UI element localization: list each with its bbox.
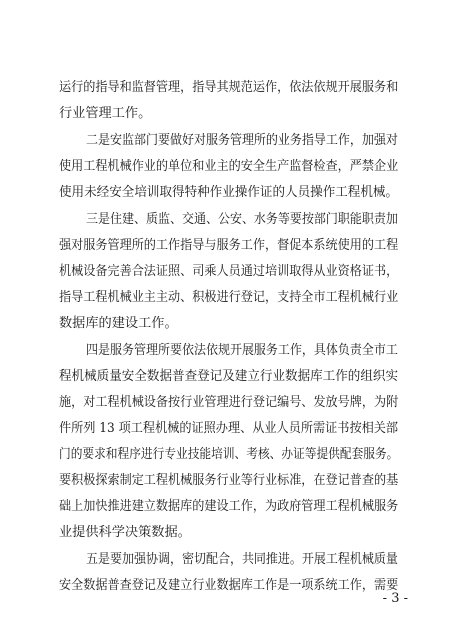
text-line: 业提供科学决策数据。 (59, 525, 191, 540)
paragraph-start-line: 三是住建、质监、交通、公安、水务等要按部门职能职责加 (86, 212, 398, 227)
paragraph-start-line: 二是安监部门要做好对服务管理所的业务指导工作，加强对 (86, 133, 398, 148)
text-line: 要积极探索制定工程机械服务行业等行业标准，在登记普查的基 (59, 473, 399, 488)
text-line: 础上加快推进建立数据库的建设工作，为政府管理工程机械服务 (59, 499, 399, 514)
text-line: 数据库的建设工作。 (59, 316, 178, 331)
text-line: 机械设备完善合法证照、司乘人员通过培训取得从业资格证书， (59, 264, 399, 279)
text-line: 强对服务管理所的工作指导与服务工作，督促本系统使用的工程 (59, 238, 399, 253)
text-line: 行业管理工作。 (59, 106, 152, 121)
text-line: 施，对工程机械设备按行业管理进行登记编号、发放号牌，为附 (59, 395, 399, 410)
text-line: 运行的指导和监督管理，指导其规范运作，依法依规开展服务和 (59, 80, 399, 95)
text-line: 门的要求和程序进行专业技能培训、考核、办证等提供配套服务。 (59, 447, 399, 462)
text-line: 使用工程机械作业的单位和业主的安全生产监督检查，严禁企业 (59, 159, 399, 174)
text-line: 程机械质量安全数据普查登记及建立行业数据库工作的组织实 (59, 369, 399, 384)
paragraph-start-line: 五是要加强协调，密切配合，共同推进。开展工程机械质量 (86, 552, 398, 567)
page-number: - 3 - (382, 591, 408, 606)
text-line: 安全数据普查登记及建立行业数据库工作是一项系统工作，需要 (59, 578, 399, 593)
text-line: 指导工程机械业主主动、积极进行登记，支持全市工程机械行业 (59, 290, 399, 305)
paragraph-start-line: 四是服务管理所要依法依规开展服务工作，具体负责全市工 (86, 343, 398, 358)
text-line: 件所列 13 项工程机械的证照办理、从业人员所需证书按相关部 (59, 421, 399, 436)
text-line: 使用未经安全培训取得特种作业操作证的人员操作工程机械。 (59, 185, 399, 200)
